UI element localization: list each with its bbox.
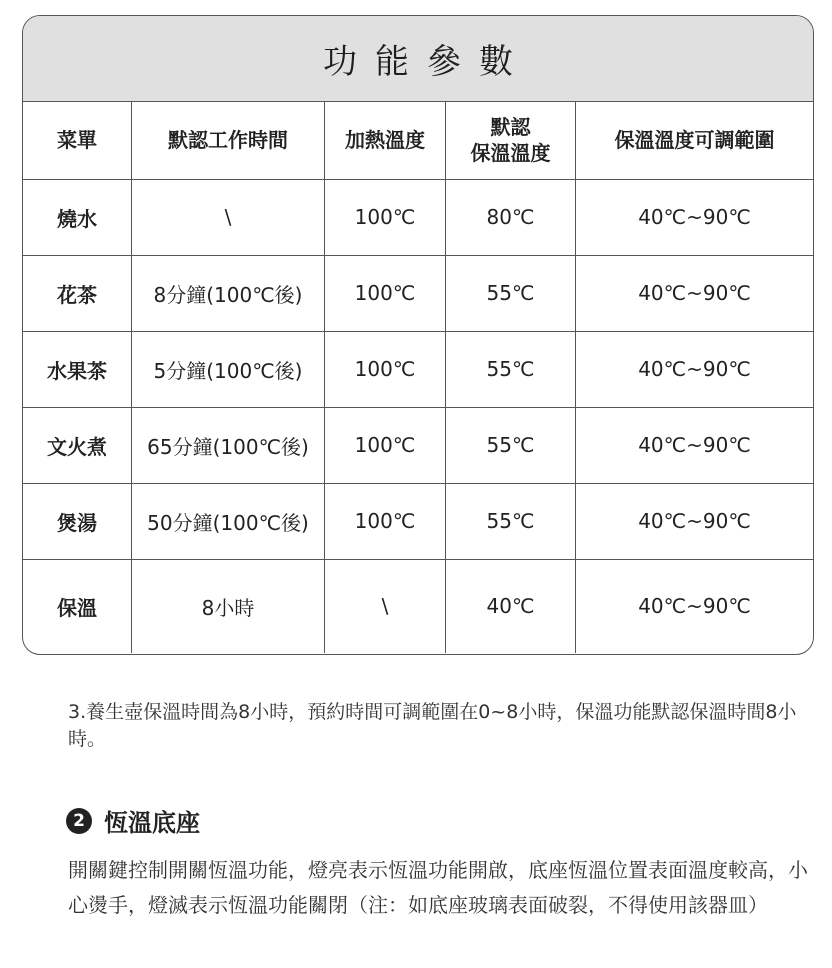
cell-range: 40℃~90℃ xyxy=(576,407,814,483)
cell-time: 8小時 xyxy=(132,559,325,653)
table-row xyxy=(23,407,813,483)
cell-menu: 煲湯 xyxy=(23,483,132,559)
spec-table-title: 功能參數 xyxy=(23,16,813,102)
header-default-keep-temp xyxy=(446,102,576,179)
table-row xyxy=(23,559,813,653)
cell-keep: 55℃ xyxy=(446,483,576,559)
cell-range: 40℃~90℃ xyxy=(576,179,814,255)
cell-keep: 55℃ xyxy=(446,331,576,407)
header-default-keep-line1: 默認 xyxy=(490,115,531,140)
section-description: 開關鍵控制開關恆溫功能，燈亮表示恆溫功能開啟，底座恆溫位置表面溫度較高，小心燙手，燈滅表示恆溫功能關閉（注：如底座玻璃表面破裂，不得使用該器皿） xyxy=(68,858,808,917)
cell-heat: 100℃ xyxy=(325,331,446,407)
section-heading xyxy=(66,803,200,838)
cell-keep: 55℃ xyxy=(446,407,576,483)
header-default-time: 默認工作時間 xyxy=(132,102,325,179)
cell-keep: 55℃ xyxy=(446,255,576,331)
cell-time: 8分鐘(100℃後) xyxy=(132,255,325,331)
cell-keep: 80℃ xyxy=(446,179,576,255)
cell-heat: \ xyxy=(325,559,446,653)
number-circle-icon: 2 xyxy=(66,808,92,834)
section-heading-text: 恆溫底座 xyxy=(104,809,200,837)
cell-heat: 100℃ xyxy=(325,179,446,255)
table-row xyxy=(23,255,813,331)
cell-time: 50分鐘(100℃後) xyxy=(132,483,325,559)
note-paragraph: 3.養生壺保溫時間為8小時，預約時間可調範圍在0~8小時，保溫功能默認保溫時間8小時。 xyxy=(68,701,797,750)
cell-time: 65分鐘(100℃後) xyxy=(132,407,325,483)
cell-time: 5分鐘(100℃後) xyxy=(132,331,325,407)
header-menu: 菜單 xyxy=(23,102,132,179)
table-row xyxy=(23,179,813,255)
cell-range: 40℃~90℃ xyxy=(576,331,814,407)
table-row xyxy=(23,483,813,559)
cell-menu: 花茶 xyxy=(23,255,132,331)
cell-range: 40℃~90℃ xyxy=(576,255,814,331)
cell-heat: 100℃ xyxy=(325,407,446,483)
spec-table xyxy=(23,102,813,653)
cell-menu: 文火煮 xyxy=(23,407,132,483)
cell-time: \ xyxy=(132,179,325,255)
cell-menu: 水果茶 xyxy=(23,331,132,407)
spec-table-card xyxy=(22,15,814,655)
table-header-row xyxy=(23,102,813,179)
table-row xyxy=(23,331,813,407)
cell-keep: 40℃ xyxy=(446,559,576,653)
cell-range: 40℃~90℃ xyxy=(576,483,814,559)
cell-menu: 燒水 xyxy=(23,179,132,255)
cell-menu: 保溫 xyxy=(23,559,132,653)
header-keep-range: 保溫溫度可調範圍 xyxy=(576,102,814,179)
header-default-keep-line2: 保溫溫度 xyxy=(470,141,551,166)
cell-range: 40℃~90℃ xyxy=(638,594,751,619)
header-heat-temp: 加熱溫度 xyxy=(325,102,446,179)
cell-heat: 100℃ xyxy=(325,255,446,331)
cell-heat: 100℃ xyxy=(325,483,446,559)
